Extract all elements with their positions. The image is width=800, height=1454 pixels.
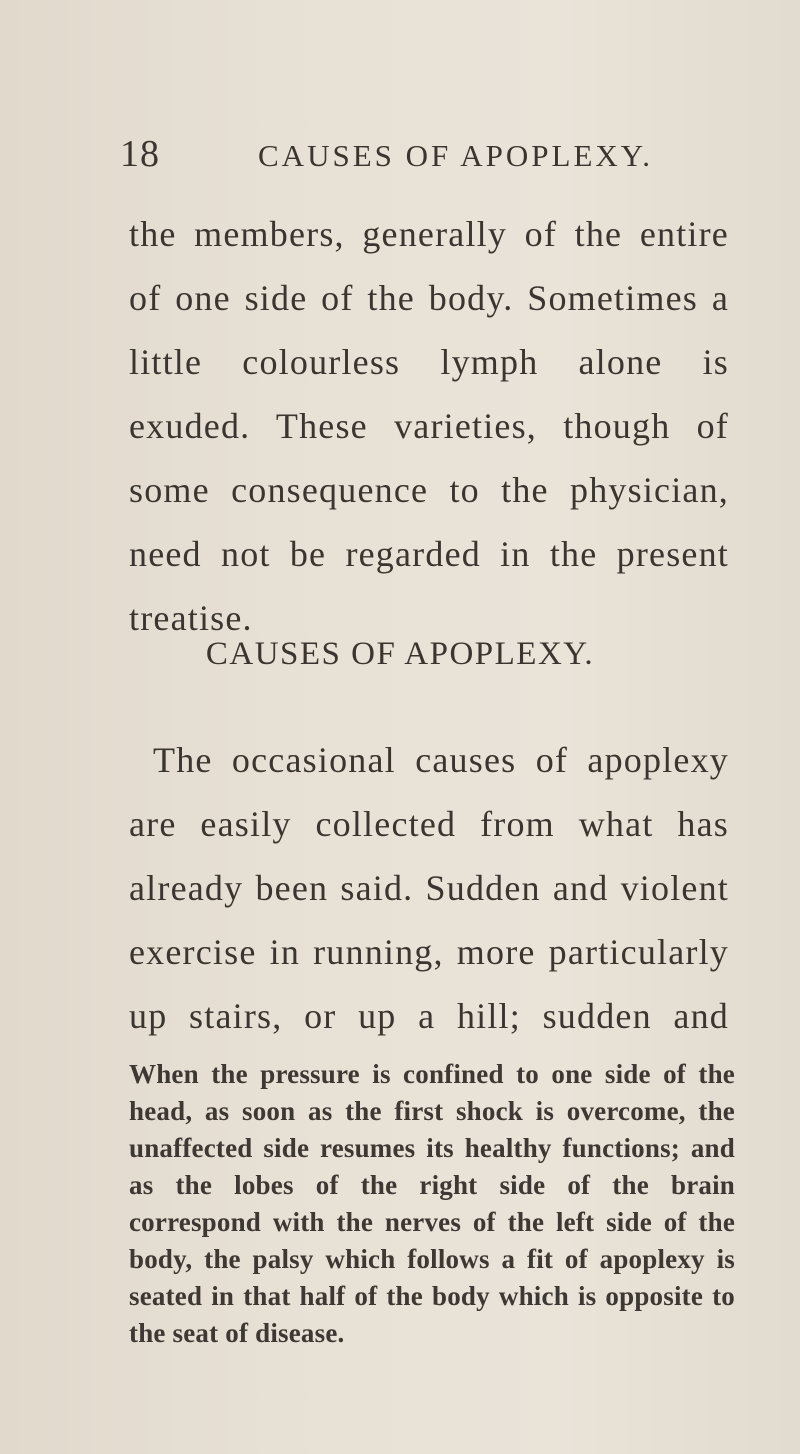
body-paragraph-2: The occasional causes of apoplexy are easily collected from what has already been said. Sudden and violent exercise in running, more particularly up stairs, or up a hill; sudden and (129, 740, 729, 1036)
running-head: CAUSES OF APOPLEXY. (258, 138, 653, 173)
body-paragraph-1: the members, generally of the entire of one side of the body. Sometimes a little colourless lymph alone is exuded. These varieties, though of some consequence to the physician, need not be regarded in the present treatise. (129, 214, 729, 638)
page-number: 18 (120, 133, 160, 175)
page-header (120, 132, 740, 182)
section-heading: CAUSES OF APOPLEXY. (205, 636, 595, 672)
footnote: When the pressure is confined to one side of the head, as soon as the first shock is overcome, the unaffected side resumes its healthy functions; and as the lobes of the right side of the brain correspond with the nerves of the left side of the body, the palsy which follows a fit of apoplexy is seated in that half of the body which is opposite to the seat of disease. (129, 1059, 735, 1348)
